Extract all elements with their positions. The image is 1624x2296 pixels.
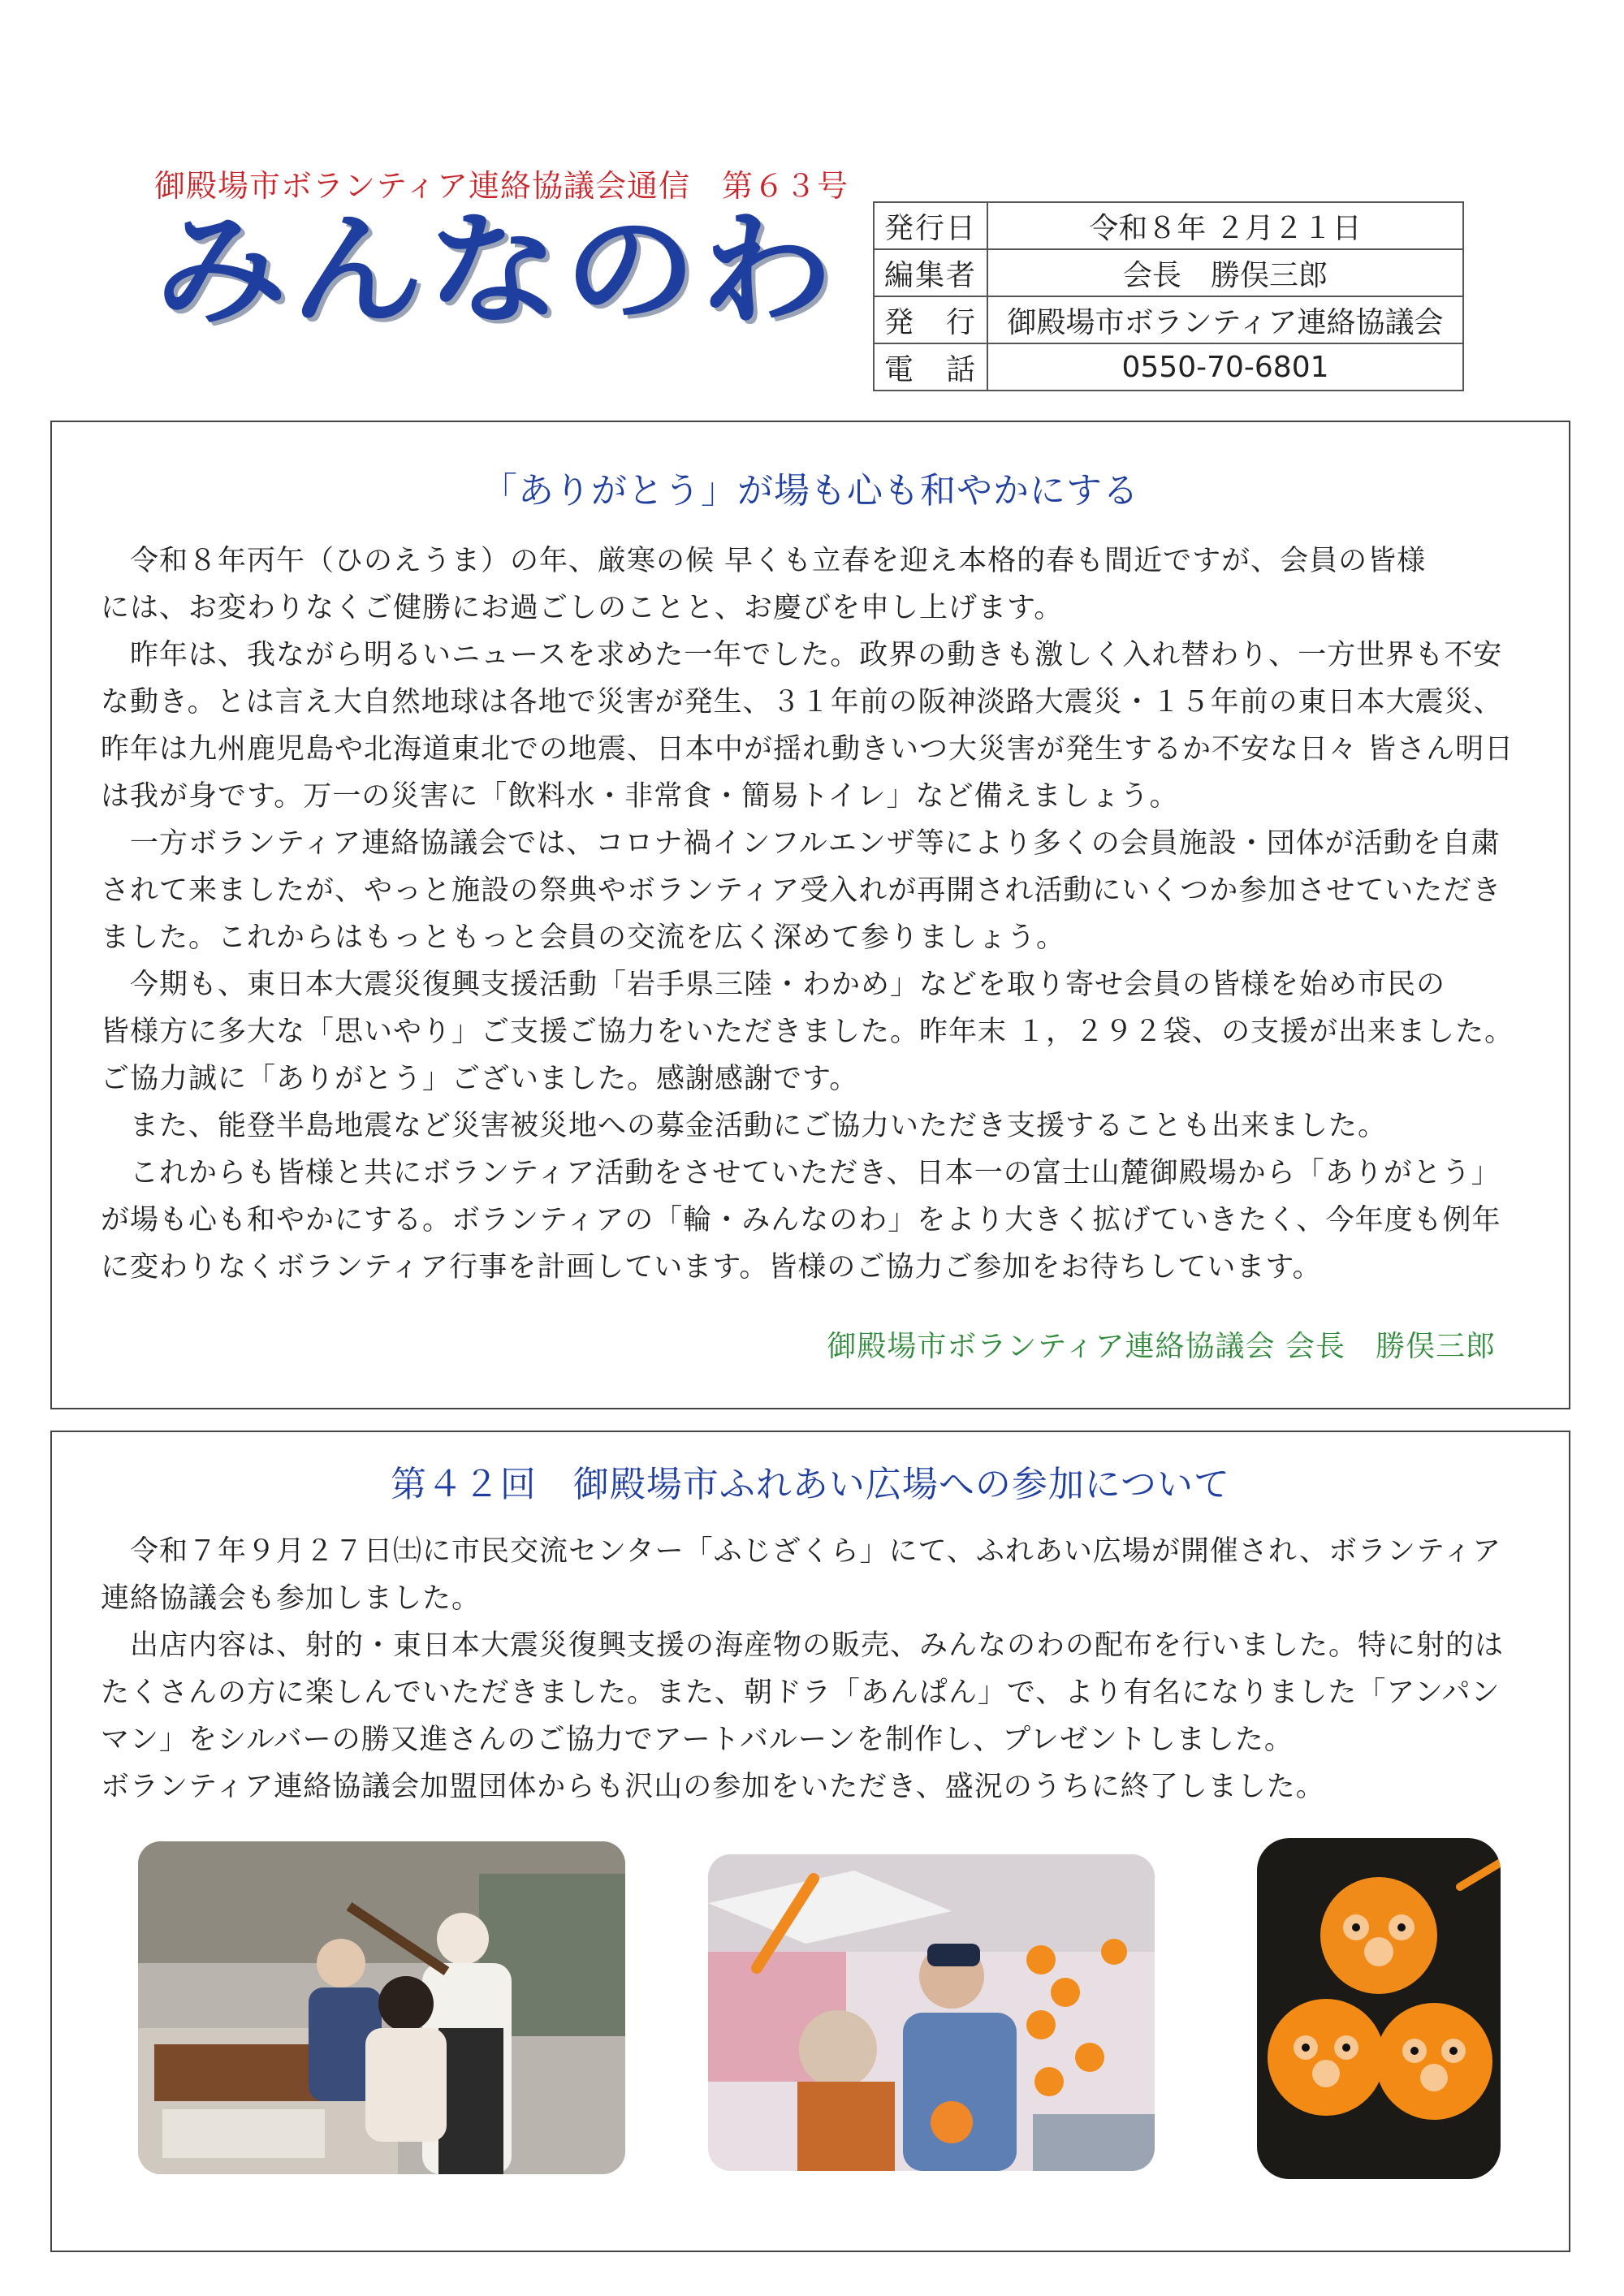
body-line: 令和７年９月２７日㈯に市民交流センター「ふじざくら」にて、ふれあい広場が開催され、ボランティア [101,1535,1502,1568]
body-line: には、お変わりなくご健勝にお過ごしのことと、お慶びを申し上げます。 [101,592,1064,624]
info-row-date [874,202,1463,249]
article-title: 第４２回 御殿場市ふれあい広場への参加について [390,1464,1231,1505]
greeting-article [50,421,1570,1409]
body-line: 連絡協議会も参加しました。 [101,1582,482,1615]
publication-info-table [873,201,1464,391]
photo-anpanman-balloons [1257,1838,1501,2179]
body-line: が場も心も和やかにする。ボランティアの「輪・みんなのわ」をより大きく拡げていきたく、今年度も例年 [101,1204,1501,1236]
body-line: 一方ボランティア連絡協議会では、コロナ禍インフルエンザ等により多くの会員施設・団体が活動を自粛 [101,827,1501,860]
body-line: マン」をシルバーの勝又進さんのご協力でアートバルーンを制作し、プレゼントしました。 [101,1724,1294,1756]
body-line: また、能登半島地震など災害被災地への募金活動にご協力いただき支援することも出来ました。 [101,1110,1388,1142]
info-row-phone [874,343,1463,391]
body-line: 昨年は九州鹿児島や北海道東北での地震、日本中が揺れ動きいつ大災害が発生するか不安な日々 皆さん明日 [101,733,1514,766]
photo-shooting-booth [138,1841,625,2174]
info-value: 令和８年 ２月２１日 [987,202,1463,249]
article-title: 「ありがとう」が場も心も和やかにする [482,470,1139,511]
info-label: 編集者 [874,249,987,296]
info-value: 0550-70-6801 [987,343,1463,391]
signature: 御殿場市ボランティア連絡協議会 会長 勝俣三郎 [827,1330,1496,1363]
body-line: 今期も、東日本大震災復興支援活動「岩手県三陸・わかめ」などを取り寄せ会員の皆様を始め市民の [101,969,1446,1001]
body-line: に変わりなくボランティア行事を計画しています。皆様のご協力ご参加をお待ちしています。 [101,1251,1322,1284]
body-line: これからも皆様と共にボランティア活動をさせていただき、日本一の富士山麓御殿場から「ありがとう」 [101,1157,1501,1189]
info-label: 発 行 [874,296,987,343]
body-line: は我が身です。万一の災害に「飲料水・非常食・簡易トイレ」など備えましょう。 [101,780,1179,813]
body-line: ご協力誠に「ありがとう」ございました。感謝感謝です。 [101,1063,859,1095]
info-value: 御殿場市ボランティア連絡協議会 [987,296,1463,343]
body-line: ました。これからはもっともっと会員の交流を広く深めて参りましょう。 [101,921,1066,954]
body-line: 昨年は、我ながら明るいニュースを求めた一年でした。政界の動きも激しく入れ替わり、一方世界も不安 [101,639,1503,671]
info-label: 発行日 [874,202,987,249]
article-body [101,537,1530,1291]
photo-balloon-artist [708,1854,1155,2171]
newsletter-logo: みんなのわ [154,199,837,342]
body-line: 令和８年丙午（ひのえうま）の年、厳寒の候 早くも立春を迎え本格的春も間近ですが、会員の皆様 [101,545,1427,577]
body-line: ボランティア連絡協議会加盟団体からも沢山の参加をいただき、盛況のうちに終了しました。 [101,1771,1325,1803]
info-row-editor [874,249,1463,296]
series-title: 御殿場市ボランティア連絡協議会通信 第６３号 [154,168,849,204]
info-value: 会長 勝俣三郎 [987,249,1463,296]
info-row-publisher [874,296,1463,343]
body-line: 皆様方に多大な「思いやり」ご支援ご協力をいただきました。昨年末 １，２９２袋、の支援が出来ました。 [101,1016,1514,1048]
body-line: な動き。とは言え大自然地球は各地で災害が発生、３１年前の阪神淡路大震災・１５年前の東日本大震災、 [101,686,1503,719]
body-line: されて来ましたが、やっと施設の祭典やボランティア受入れが再開され活動にいくつか参加させていただき [101,874,1502,907]
info-label: 電 話 [874,343,987,391]
body-line: 出店内容は、射的・東日本大震災復興支援の海産物の販売、みんなのわの配布を行いました。特に射的は [101,1629,1505,1662]
body-line: たくさんの方に楽しんでいただきました。また、朝ドラ「あんぱん」で、より有名になりました「アンパン [101,1677,1501,1709]
article-body [101,1528,1530,1810]
